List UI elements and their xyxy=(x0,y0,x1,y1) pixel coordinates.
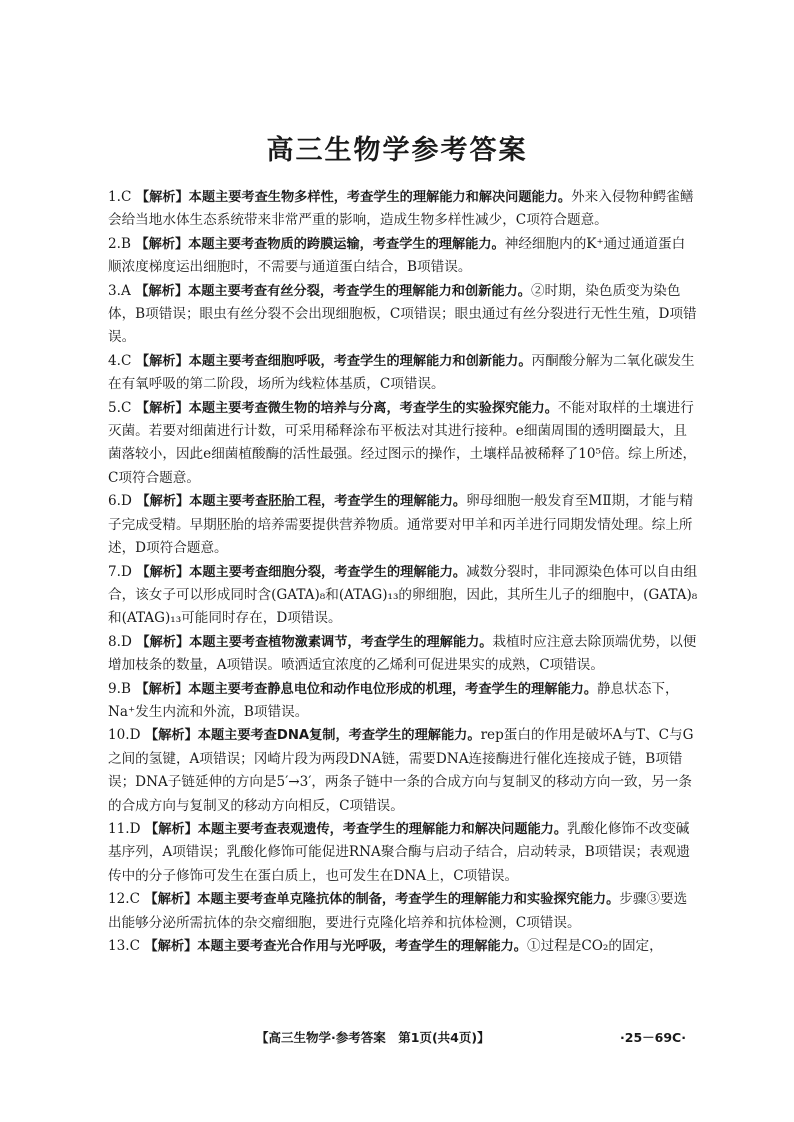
answer-item xyxy=(108,280,698,350)
answer-item xyxy=(108,888,698,935)
answer-tag: 【解析】 xyxy=(135,681,189,697)
answer-tag: 【解析】 xyxy=(135,353,189,369)
answer-tag: 【解析】 xyxy=(145,728,198,744)
answer-body: 栽植时应注意去除顶端优势，以便增加枝条的数量，A项错误。喷洒适宜浓度的乙烯利可促进果实的成熟，C项错误。 xyxy=(108,633,697,674)
answer-number: 5.C xyxy=(108,399,132,416)
answer-number: 3.A xyxy=(108,282,131,299)
answer-item xyxy=(108,397,698,491)
answer-item xyxy=(108,561,698,631)
answer-head: 本题主要考查表观遗传，考查学生的理解能力和解决问题能力。 xyxy=(197,821,568,837)
answer-head: 本题主要考查微生物的培养与分离，考查学生的实验探究能力。 xyxy=(188,400,558,416)
answer-number: 8.D xyxy=(108,633,132,650)
answer-body: rep蛋白的作用是破坏A与T、C与G之间的氢键，A项错误；冈崎片段为两段DNA链，需要DNA连接酶进行催化连接成子链，B项错误；DNA子链延伸的方向是5′→3′，两条子链中一条的合成方向与复制叉的移动方向一致，另一条的合成方向与复制叉的移动方向相反，C项错误。 xyxy=(108,727,694,814)
answer-head: 本题主要考查DNA复制，考查学生的理解能力。 xyxy=(197,728,481,744)
answer-number: 6.D xyxy=(108,493,132,510)
answer-number: 7.D xyxy=(108,563,132,580)
answer-head: 本题主要考查物质的跨膜运输，考查学生的理解能力。 xyxy=(188,236,505,252)
answer-number: 12.C xyxy=(108,891,141,908)
answer-tag: 【解析】 xyxy=(135,283,189,299)
answer-tag: 【解析】 xyxy=(145,821,198,837)
answer-body: 步骤③要选出能够分泌所需抗体的杂交瘤细胞，要进行克隆化培养和抗体检测，C项错误。 xyxy=(108,891,688,931)
answer-tag: 【解析】 xyxy=(136,494,190,510)
answer-body: 静息状态下，Na⁺发生内流和外流，B项错误。 xyxy=(108,680,679,720)
answer-head: 本题主要考查静息电位和动作电位形成的机理，考查学生的理解能力。 xyxy=(188,681,598,697)
answer-number: 10.D xyxy=(108,727,141,744)
footer-page-info: 【高三生物学·参考答案 第1页(共4页)】 xyxy=(256,1030,490,1045)
answer-number: 11.D xyxy=(108,820,141,837)
answer-head: 本题主要考查细胞分裂，考查学生的理解能力。 xyxy=(189,564,467,580)
answer-item xyxy=(108,678,698,725)
answer-body: 乳酸化修饰不改变碱基序列，A项错误；乳酸化修饰可能促进RNA聚合酶与启动子结合，启动转录，B项错误；表观遗传中的分子修饰可发生在蛋白质上，也可发生在DNA上，C项错误。 xyxy=(108,820,690,884)
answer-head: 本题主要考查有丝分裂，考查学生的理解能力和创新能力。 xyxy=(188,283,531,299)
answer-number: 9.B xyxy=(108,680,131,697)
answer-body: 丙酮酸分解为二氧化碳发生在有氧呼吸的第二阶段，场所为线粒体基质，C项错误。 xyxy=(108,352,695,393)
answer-item xyxy=(108,631,698,678)
answer-body: 卵母细胞一般发育至MⅡ期，才能与精子完成受精。早期胚胎的培养需要提供营养物质。通常要对甲羊和丙羊进行同期发情处理。综上所述，D项符合题意。 xyxy=(108,493,694,557)
answer-body: ①过程是CO₂的固定， xyxy=(526,938,663,954)
answer-head: 本题主要考查单克隆抗体的制备，考查学生的理解能力和实验探究能力。 xyxy=(197,892,620,908)
answer-tag: 【解析】 xyxy=(135,236,189,252)
answer-tag: 【解析】 xyxy=(144,939,198,954)
answer-number: 2.B xyxy=(108,235,131,252)
answer-number: 4.C xyxy=(108,352,132,369)
answer-head: 本题主要考查生物多样性，考查学生的理解能力和解决问题能力。 xyxy=(188,190,572,205)
answer-number: 1.C xyxy=(108,189,132,205)
answer-item xyxy=(108,233,698,280)
answer-head: 本题主要考查细胞呼吸，考查学生的理解能力和创新能力。 xyxy=(188,353,532,369)
answer-body: ②时期，染色质变为染色体，B项错误；眼虫有丝分裂不会出现细胞板，C项错误；眼虫通过有丝分裂进行无性生殖，D项错误。 xyxy=(108,282,697,346)
answer-tag: 【解析】 xyxy=(135,190,189,205)
answer-head: 本题主要考查植物激素调节，考查学生的理解能力。 xyxy=(189,634,493,650)
answer-tag: 【解析】 xyxy=(136,564,190,580)
answer-item xyxy=(108,818,698,888)
answer-body: 减数分裂时，非同源染色体可以自由组合，该女子可以形成同时含(GATA)₈和(ATAG)₁₃的卵细胞，因此，其所生儿子的细胞中，(GATA)₈和(ATAG)₁₃可能同时存在，D项错误。 xyxy=(108,563,698,627)
footer-code: ·25－69C· xyxy=(620,1030,686,1045)
answer-body: 神经细胞内的K⁺通过通道蛋白顺浓度梯度运出细胞时，不需要与通道蛋白结合，B项错误。 xyxy=(108,235,686,276)
answer-head: 本题主要考查光合作用与光呼吸，考查学生的理解能力。 xyxy=(197,939,527,954)
answer-item xyxy=(108,935,698,958)
answer-head: 本题主要考查胚胎工程，考查学生的理解能力。 xyxy=(189,494,467,510)
answer-number: 13.C xyxy=(108,938,141,954)
answer-body: 不能对取样的土壤进行灭菌。若要对细菌进行计数，可采用稀释涂布平板法对其进行接种。e细菌周围的透明圈最大，且菌落较小，因此e细菌植酸酶的活性最强。经过图示的操作，土壤样品被稀释了10⁵倍。综上所述，C项符合题意。 xyxy=(108,399,697,486)
answer-list xyxy=(108,186,698,958)
answer-tag: 【解析】 xyxy=(144,892,198,908)
answer-tag: 【解析】 xyxy=(135,400,189,416)
answer-tag: 【解析】 xyxy=(136,634,190,650)
answer-item xyxy=(108,186,698,233)
page-title: 高三生物学参考答案 xyxy=(266,135,528,166)
answer-body: 外来入侵物种鳄雀鳝会给当地水体生态系统带来非常严重的影响，造成生物多样性减少，C项符合题意。 xyxy=(108,189,694,229)
answer-item xyxy=(108,350,698,397)
answer-item xyxy=(108,724,698,818)
answer-item xyxy=(108,490,698,560)
